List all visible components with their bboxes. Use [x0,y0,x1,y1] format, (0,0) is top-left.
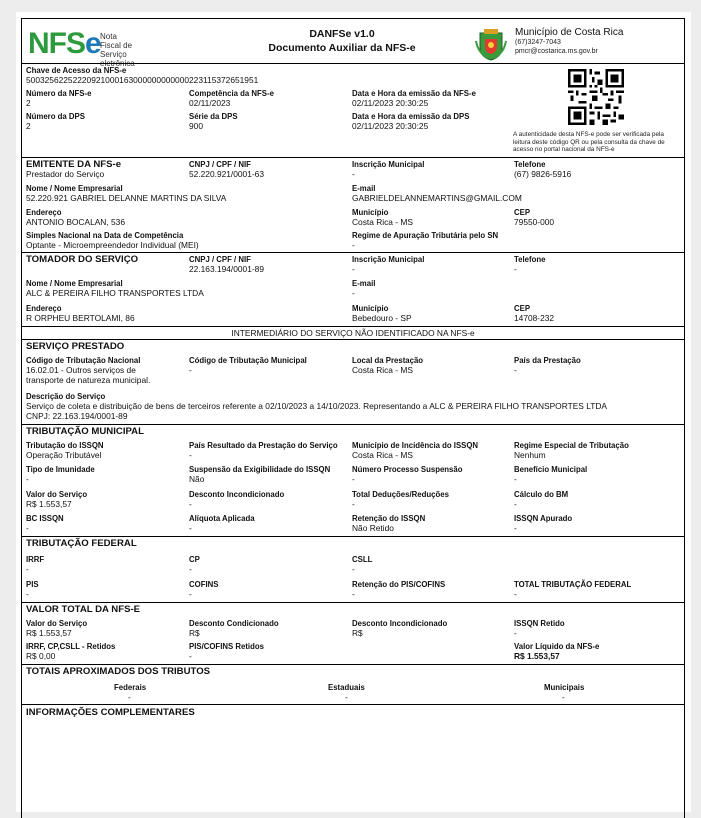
uncond-discount-value: - [189,499,192,509]
logo-e: e [85,27,102,60]
special-regime-value: Nenhum [514,450,546,460]
service-location-value: Costa Rica - MS [352,365,413,375]
municipality-info [515,27,623,56]
result-country-label: País Resultado da Prestação do Serviço [189,441,338,450]
approx-taxes-section-title: TOTAIS APROXIMADOS DOS TRIBUTOS [26,666,211,677]
incidence-city-value: Costa Rica - MS [352,450,413,460]
nfse-number-label: Número da NFS-e [26,89,92,98]
total-service-value-label: Valor do Serviço [26,619,88,628]
intermediary-note: INTERMEDIÁRIO DO SERVIÇO NÃO IDENTIFICADO NA NFS-e [231,328,475,338]
issuer-simples-label: Simples Nacional na Data de Competência [26,231,184,240]
municipality-name: Município de Costa Rica [515,27,624,38]
municipal-benefit-value: - [514,474,517,484]
issuer-name-label: Nome / Nome Empresarial [26,184,123,193]
state-taxes-value: - [345,692,348,702]
client-address-label: Endereço [26,304,62,313]
bm-calc-value: - [514,499,517,509]
dps-number-value: 2 [26,121,31,131]
nfse-issue-label: Data e Hora da emissão da NFS-e [352,89,476,98]
cp-value: - [189,564,192,574]
pis-cofins-retention-label: Retenção do PIS/COFINS [352,580,446,589]
client-name-label: Nome / Nome Empresarial [26,279,123,288]
issuer-address-value: ANTONIO BOCALAN, 536 [26,217,125,227]
cofins-value: - [189,589,192,599]
client-cep-label: CEP [514,304,531,313]
issuer-regime-value: - [352,240,355,250]
municipal-code-value: - [189,365,192,375]
divider [22,157,684,158]
issqn-taxation-label: Tributação do ISSQN [26,441,104,450]
municipal-taxes-value: - [562,692,565,702]
divider [22,602,684,603]
divider [22,339,684,340]
issuer-simples-value: Optante - Microempreendedor Individual (MEI) [26,240,199,250]
issqn-retention-value: Não Retido [352,523,394,533]
withheld-pis-label: PIS/COFINS Retidos [189,642,264,651]
issuer-name-value: 52.220.921 GABRIEL DELANNE MARTINS DA SILVA [26,193,227,203]
suspension-label: Suspensão da Exigibilidade do ISSQN [189,465,331,474]
logo-sub-line1: Nota Fiscal de [100,32,133,50]
rate-label: Alíquota Aplicada [189,514,255,523]
issqn-taxation-value: Operação Tributável [26,450,102,460]
client-cnpj-label: CNPJ / CPF / NIF [189,255,251,264]
issuer-email-label: E-mail [352,184,376,193]
federal-taxes-value: - [128,692,131,702]
client-section-title: TOMADOR DO SERVIÇO [26,254,139,265]
issqn-computed-value: - [514,523,517,533]
total-service-value-value: R$ 1.553,57 [26,628,72,638]
client-city-value: Bebedouro - SP [352,313,412,323]
client-address-value: R ORPHEU BERTOLAMI, 86 [26,313,135,323]
client-im-value: - [352,264,355,274]
divider [22,63,684,64]
issqn-withheld-label: ISSQN Retido [514,619,565,628]
dps-series-value: 900 [189,121,203,131]
net-value-value: R$ 1.553,57 [514,651,560,661]
client-phone-value: - [514,264,517,274]
issuer-im-label: Inscrição Municipal [352,160,425,169]
csll-label: CSLL [352,555,373,564]
divider [22,664,684,665]
qr-code-icon[interactable] [568,69,624,125]
state-taxes-label: Estaduais [328,683,365,692]
issuer-city-value: Costa Rica - MS [352,217,413,227]
issuer-section-title: EMITENTE DA NFS-e [26,159,122,170]
suspension-value: Não [189,474,205,484]
csll-value: - [352,564,355,574]
dps-series-label: Série da DPS [189,112,238,121]
client-city-label: Município [352,304,389,313]
issuer-cep-label: CEP [514,208,531,217]
nfse-number-value: 2 [26,98,31,108]
issuer-phone-value: (67) 9826-5916 [514,169,572,179]
service-description-line1: Serviço de coleta e distribuição de bens de terceiros referente a 02/10/2023 a 14/10/2023. Representando a ALC & PEREIRA FILHO TRANSPORTES LTDA [26,401,607,411]
client-cnpj-value: 22.163.194/0001-89 [189,264,264,274]
national-code-value-line2: transporte de natureza municipal. [26,375,151,385]
nfse-logo [28,27,135,68]
service-location-label: Local da Prestação [352,356,424,365]
client-phone-label: Telefone [514,255,546,264]
service-section-title: SERVIÇO PRESTADO [26,341,125,352]
client-cep-value: 14708-232 [514,313,555,323]
divider [22,326,684,327]
service-description-line2: CNPJ: 22.163.194/0001-89 [26,411,128,421]
federal-tax-section-title: TRIBUTAÇÃO FEDERAL [26,538,137,549]
municipal-tax-section-title: TRIBUTAÇÃO MUNICIPAL [26,426,144,437]
total-uncond-discount-value: R$ [352,628,363,638]
title-main: DANFSe v1.0 [309,28,375,40]
competence-label: Competência da NFS-e [189,89,274,98]
logo-nfs: NFS [28,27,85,60]
immunity-value: - [26,474,29,484]
issuer-city-label: Município [352,208,389,217]
suspension-process-value: - [352,474,355,484]
special-regime-label: Regime Especial de Tributação [514,441,629,450]
additional-info-section-title: INFORMAÇÕES COMPLEMENTARES [26,707,195,718]
issuer-cnpj-value: 52.220.921/0001-63 [189,169,264,179]
withheld-irrf-value: R$ 0,00 [26,651,56,661]
issuer-cnpj-label: CNPJ / CPF / NIF [189,160,251,169]
federal-total-value: - [514,589,517,599]
municipality-phone: (67)3247-7043 [515,39,561,46]
divider [22,704,684,705]
issuer-email-value: GABRIELDELANNEMARTINS@GMAIL.COM [352,193,522,203]
service-description-label: Descrição do Serviço [26,392,106,401]
withheld-pis-value: - [189,651,192,661]
document-title [222,28,462,54]
incidence-city-label: Município de Incidência do ISSQN [352,441,479,450]
divider [22,536,684,537]
document-page [16,12,691,812]
client-email-value: - [352,288,355,298]
withheld-irrf-label: IRRF, CP,CSLL - Retidos [26,642,116,651]
logo-sub-line2: Serviço eletrônica [100,50,135,68]
uncond-discount-label: Desconto Incondicionado [189,490,285,499]
coat-of-arms-icon [474,27,508,61]
competence-value: 02/11/2023 [189,98,231,108]
national-code-value-line1: 16.02.01 - Outros serviços de [26,365,136,375]
client-email-label: E-mail [352,279,376,288]
deductions-value: - [352,499,355,509]
federal-total-label: TOTAL TRIBUTAÇÃO FEDERAL [514,580,632,589]
document-frame [21,18,685,818]
total-uncond-discount-label: Desconto Incondicionado [352,619,448,628]
immunity-label: Tipo de Imunidade [26,465,95,474]
issuer-cep-value: 79550-000 [514,217,555,227]
pis-label: PIS [26,580,39,589]
issuer-role: Prestador do Serviço [26,169,105,179]
issqn-retention-label: Retenção do ISSQN [352,514,426,523]
municipality-email: pmcr@costarica.ms.gov.br [515,48,598,55]
bc-issqn-value: - [26,523,29,533]
service-value-value: R$ 1.553,57 [26,499,72,509]
divider [22,424,684,425]
irrf-value: - [26,564,29,574]
access-key-value: 50032562252220921000163000000000000223115372651951 [26,75,259,85]
service-country-value: - [514,365,517,375]
access-key-label: Chave de Acesso da NFS-e [26,66,127,75]
deductions-label: Total Deduções/Reduções [352,490,449,499]
municipal-benefit-label: Benefício Municipal [514,465,588,474]
rate-value: - [189,523,192,533]
divider [22,252,684,253]
service-country-label: País da Prestação [514,356,581,365]
cond-discount-value: R$ [189,628,200,638]
total-value-section-title: VALOR TOTAL DA NFS-E [26,604,141,615]
issuer-phone-label: Telefone [514,160,546,169]
municipal-taxes-label: Municipais [544,683,585,692]
suspension-process-label: Número Processo Suspensão [352,465,463,474]
title-sub: Documento Auxiliar da NFS-e [268,42,416,54]
pis-value: - [26,589,29,599]
issuer-address-label: Endereço [26,208,62,217]
qr-authenticity-note: A autenticidade desta NFS-e pode ser verificada pela leitura deste código QR ou pela consulta da chave de acesso no portal nacional da NFS-e [513,131,665,154]
issuer-im-value: - [352,169,355,179]
irrf-label: IRRF [26,555,45,564]
federal-taxes-label: Federais [114,683,147,692]
result-country-value: - [189,450,192,460]
cp-label: CP [189,555,200,564]
cofins-label: COFINS [189,580,219,589]
issuer-regime-label: Regime de Apuração Tributária pelo SN [352,231,499,240]
issqn-withheld-value: - [514,628,517,638]
pis-cofins-retention-value: - [352,589,355,599]
bm-calc-label: Cálculo do BM [514,490,569,499]
national-code-label: Código de Tributação Nacional [26,356,141,365]
dps-number-label: Número da DPS [26,112,85,121]
dps-issue-value: 02/11/2023 20:30:25 [352,121,429,131]
service-value-label: Valor do Serviço [26,490,88,499]
net-value-label: Valor Líquido da NFS-e [514,642,600,651]
issqn-computed-label: ISSQN Apurado [514,514,573,523]
client-name-value: ALC & PEREIRA FILHO TRANSPORTES LTDA [26,288,204,298]
client-im-label: Inscrição Municipal [352,255,425,264]
bc-issqn-label: BC ISSQN [26,514,64,523]
nfse-issue-value: 02/11/2023 20:30:25 [352,98,429,108]
dps-issue-label: Data e Hora da emissão da DPS [352,112,470,121]
municipal-code-label: Código de Tributação Municipal [189,356,307,365]
cond-discount-label: Desconto Condicionado [189,619,279,628]
